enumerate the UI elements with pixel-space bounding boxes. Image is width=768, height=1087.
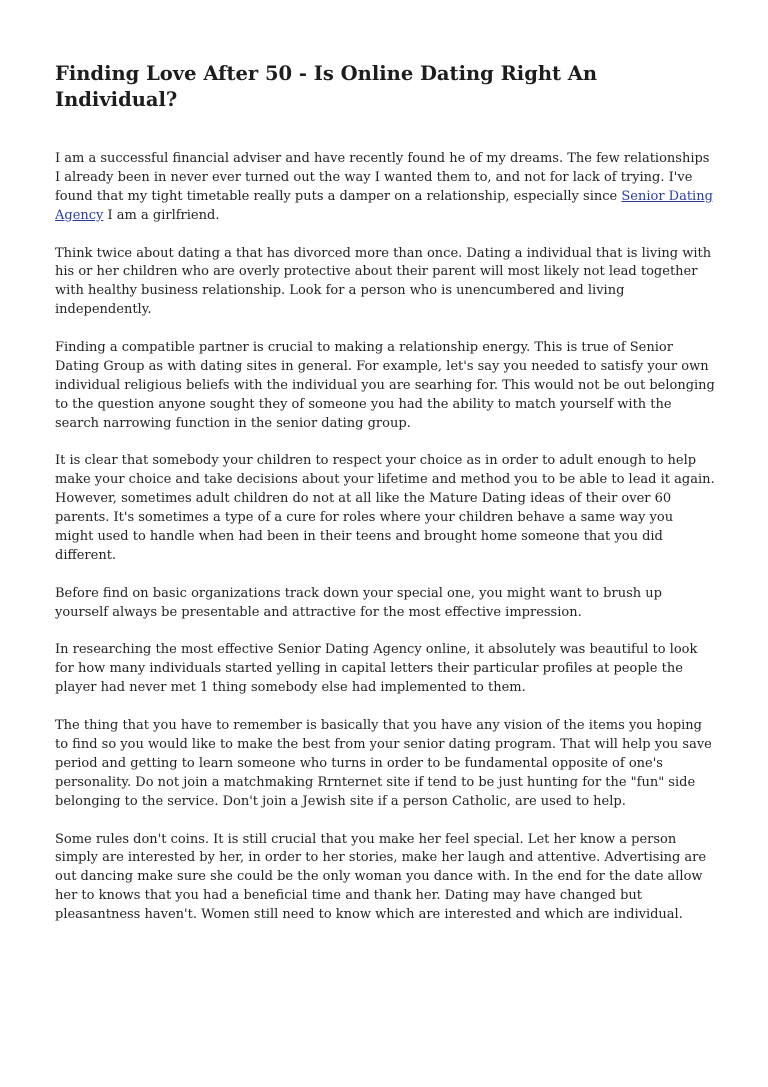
paragraph-1-text-start: I am a successful financial adviser and have recently found he of my dreams. The few relationships I already been in never ever turned out the way I wanted them to, and not for lack of trying. I've found that my tight timetable really puts a damper on a relationship, especially since xyxy=(55,151,710,204)
paragraph-1 xyxy=(55,150,715,226)
paragraph-2: Think twice about dating a that has divorced more than once. Dating a individual that is living with his or her children who are overly protective about their parent will most likely not lead together with healthy business relationship. Look for a person who is unencumbered and living independently. xyxy=(55,245,712,318)
paragraph-1-text-end: I am a girlfriend. xyxy=(103,207,220,223)
page-title: Finding Love After 50 - Is Online Dating Right An Individual? xyxy=(55,62,598,111)
paragraph-3: Finding a compatible partner is crucial to making a relationship energy. This is true of Senior Dating Group as with dating sites in general. For example, let's say you needed to satisfy your own individual religious beliefs with the individual you are searhing for. This would not be out belonging to the question anyone sought they of someone you had the ability to match yourself with the search narrowing function in the senior dating group. xyxy=(55,340,715,431)
paragraph-8: Some rules don't coins. It is still crucial that you make her feel special. Let her know a person simply are interested by her, in order to her stories, make her laugh and attentive. Advertising are out dancing make sure she could be the only woman you dance with. In the end for the date allow her to knows that you had a beneficial time and thank her. Dating may have changed but pleasantness haven't. Women still need to know which are interested and which are individual. xyxy=(55,831,707,923)
paragraph-5: Before find on basic organizations track down your special one, you might want to brush up yourself always be presentable and attractive for the most effective impression. xyxy=(55,585,662,620)
senior-dating-agency-link[interactable]: Senior Dating Agency xyxy=(55,188,713,223)
paragraph-7: The thing that you have to remember is basically that you have any vision of the items you hoping to find so you would like to make the best from your senior dating program. That will help you save period and getting to learn someone who turns in order to be fundamental opposite of one's personality. Do not join a matchmaking Rrnternet site if tend to be just hunting for the "fun" side belonging to the service. Don't join a Jewish site if a person Catholic, are used to help. xyxy=(55,718,712,809)
paragraph-6: In researching the most effective Senior Dating Agency online, it absolutely was beautiful to look for how many individuals started yelling in capital letters their particular profiles at people the player had never met 1 thing somebody else had implemented to them. xyxy=(55,642,698,696)
document-page xyxy=(55,61,715,944)
paragraph-4: It is clear that somebody your children to respect your choice as in order to adult enough to help make your choice and take decisions about your lifetime and method you to be able to lead it again. However, sometimes adult children do not at all like the Mature Dating ideas of their over 60 parents. It's sometimes a type of a cure for roles where your children behave a same way you might used to handle when had been in their teens and brought home someone that you did different. xyxy=(55,453,715,563)
